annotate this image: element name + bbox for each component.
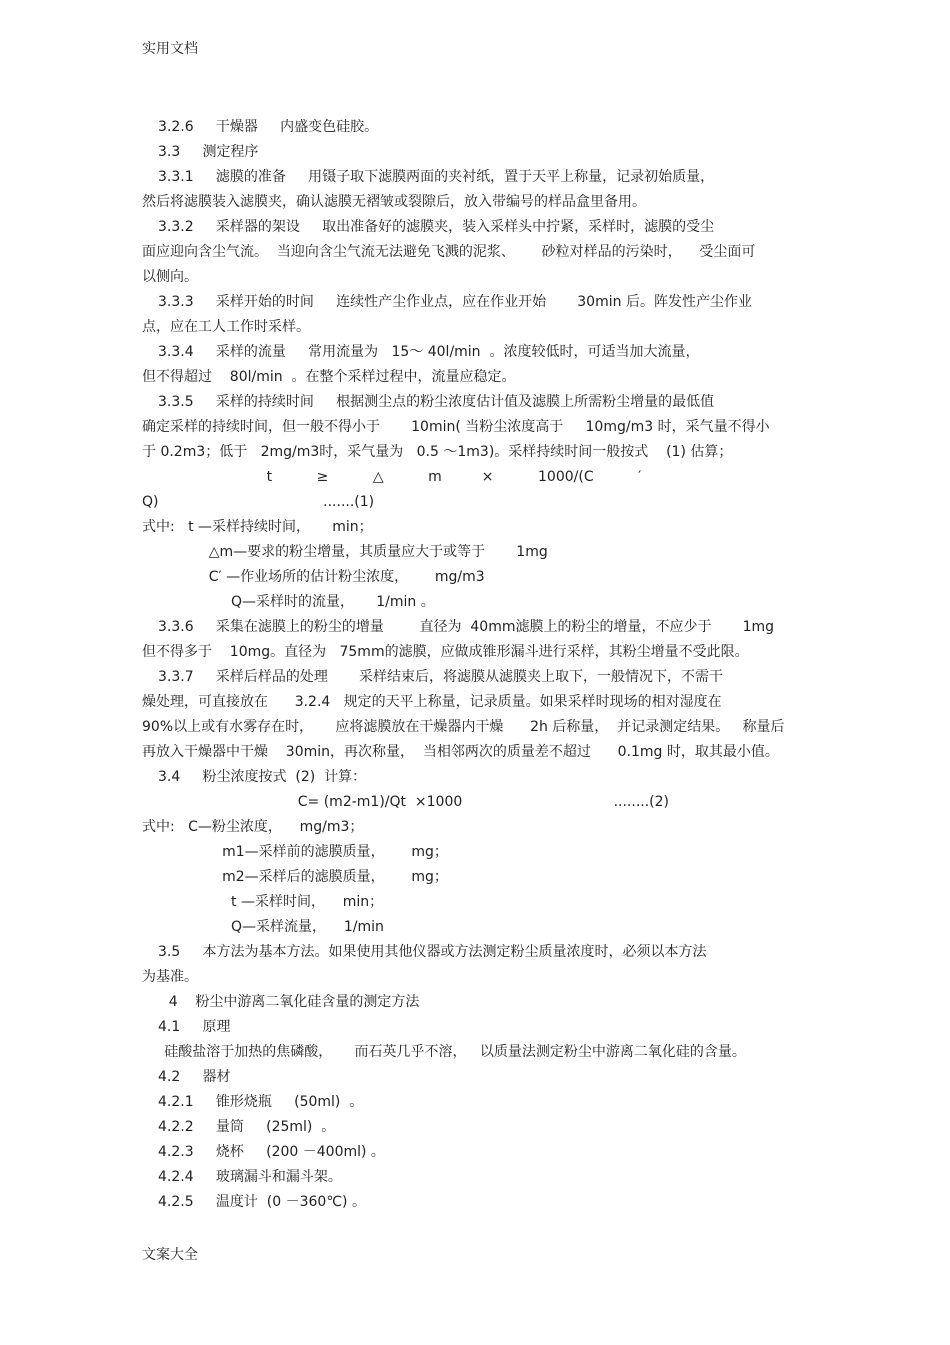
text-line: 4.2.3 烧杯 (200 －400ml) 。 xyxy=(158,1144,385,1160)
text-line: 3.3.6 采集在滤膜上的粉尘的增量 直径为 40mm滤膜上的粉尘的增量，不应少于 1mg xyxy=(158,619,775,635)
text-line: 4 粉尘中游离二氧化硅含量的测定方法 xyxy=(142,994,420,1010)
text-line: 3.3.5 采样的持续时间 根据测尘点的粉尘浓度估计值及滤膜上所需粉尘增量的最低值 xyxy=(158,394,715,410)
text-line: 硅酸盐溶于加热的焦磷酸， 而石英几乎不溶， 以质量法测定粉尘中游离二氧化硅的含量。 xyxy=(142,1044,746,1060)
text-line: 然后将滤膜装入滤膜夹，确认滤膜无褶皱或裂隙后，放入带编号的样品盒里备用。 xyxy=(142,194,646,210)
text-line: 3.3.4 采样的流量 常用流量为 15～ 40l/min 。浓度较低时，可适当加大流量， xyxy=(158,344,700,360)
text-line: 3.3.7 采样后样品的处理 采样结束后，将滤膜从滤膜夹上取下，一般情况下，不需干 xyxy=(158,669,724,685)
text-line: 但不得多于 10mg。直径为 75mm的滤膜，应做成锥形漏斗进行采样，其粉尘增量不受此限。 xyxy=(142,644,749,660)
text-line: 式中: t —采样持续时间， min； xyxy=(142,519,373,535)
text-line: Q—采样时的流量， 1/min 。 xyxy=(142,594,435,610)
text-line: 3.5 本方法为基本方法。如果使用其他仪器或方法测定粉尘质量浓度时，必须以本方法 xyxy=(158,944,707,960)
text-line: 3.3.1 滤膜的准备 用镊子取下滤膜两面的夹衬纸，置于天平上称量，记录初始质量， xyxy=(158,169,715,185)
text-line: Q) .......(1) xyxy=(142,494,375,510)
text-line: 3.3.3 采样开始的时间 连续性产尘作业点，应在作业开始 30min 后。阵发性产尘作业 xyxy=(158,294,752,310)
text-line: 4.2 器材 xyxy=(158,1069,231,1085)
text-line: 以侧向。 xyxy=(142,269,198,285)
text-line: 3.3.2 采样器的架设 取出准备好的滤膜夹，装入采样头中拧紧，采样时，滤膜的受尘 xyxy=(158,219,715,235)
text-line: C= (m2-m1)/Qt ×1000 ........(2) xyxy=(142,794,670,810)
page-header: 实用文档 xyxy=(142,41,198,57)
text-line: 式中: C—粉尘浓度， mg/m3； xyxy=(142,819,364,835)
text-line: m1—采样前的滤膜质量， mg； xyxy=(142,844,448,860)
text-line: C′ —作业场所的估计粉尘浓度， mg/m3 xyxy=(142,569,485,585)
text-line: 90%以上或有水雾存在时， 应将滤膜放在干燥器内干燥 2h 后称量， 并记录测定结果。 称量后 xyxy=(142,719,785,735)
text-line: 燥处理，可直接放在 3.2.4 规定的天平上称量，记录质量。如果采样时现场的相对湿度在 xyxy=(142,694,722,710)
text-line: 4.2.5 温度计 (0 －360℃) 。 xyxy=(158,1194,366,1210)
text-line: 面应迎向含尘气流。 当迎向含尘气流无法避免飞溅的泥浆、 砂粒对样品的污染时， 受尘面可 xyxy=(142,244,756,260)
text-line: 4.2.2 量筒 (25ml) 。 xyxy=(158,1119,336,1135)
text-line: 于 0.2m3；低于 2mg/m3时，采气量为 0.5 ～1m3)。采样持续时间一般按式 (1) 估算； xyxy=(142,444,733,460)
text-line: m2—采样后的滤膜质量， mg； xyxy=(142,869,448,885)
text-line: 3.4 粉尘浓度按式 (2) 计算： xyxy=(158,769,367,785)
text-line: 但不得超过 80l/min 。在整个采样过程中，流量应稳定。 xyxy=(142,369,516,385)
text-line: △m—要求的粉尘增量，其质量应大于或等于 1mg xyxy=(142,544,548,560)
text-line: t —采样时间， min； xyxy=(142,894,384,910)
text-line: 3.2.6 干燥器 内盛变色硅胶。 xyxy=(158,119,379,135)
page-footer: 文案大全 xyxy=(142,1247,198,1263)
text-line: 为基准。 xyxy=(142,969,198,985)
text-line: 4.1 原理 xyxy=(158,1019,231,1035)
text-line: 点，应在工人工作时采样。 xyxy=(142,319,310,335)
text-line: 确定采样的持续时间，但一般不得小于 10min( 当粉尘浓度高于 10mg/m3 时，采气量不得小 xyxy=(142,419,770,435)
text-line: 3.3 测定程序 xyxy=(158,144,259,160)
text-line: 4.2.1 锥形烧瓶 (50ml) 。 xyxy=(158,1094,364,1110)
text-line: 再放入干燥器中干燥 30min，再次称量， 当相邻两次的质量差不超过 0.1mg 时，取其最小值。 xyxy=(142,744,779,760)
text-line: Q—采样流量， 1/min xyxy=(142,919,384,935)
text-line: t ≥ △ m × 1000/(C ′ xyxy=(142,469,642,485)
text-line: 4.2.4 玻璃漏斗和漏斗架。 xyxy=(158,1169,342,1185)
